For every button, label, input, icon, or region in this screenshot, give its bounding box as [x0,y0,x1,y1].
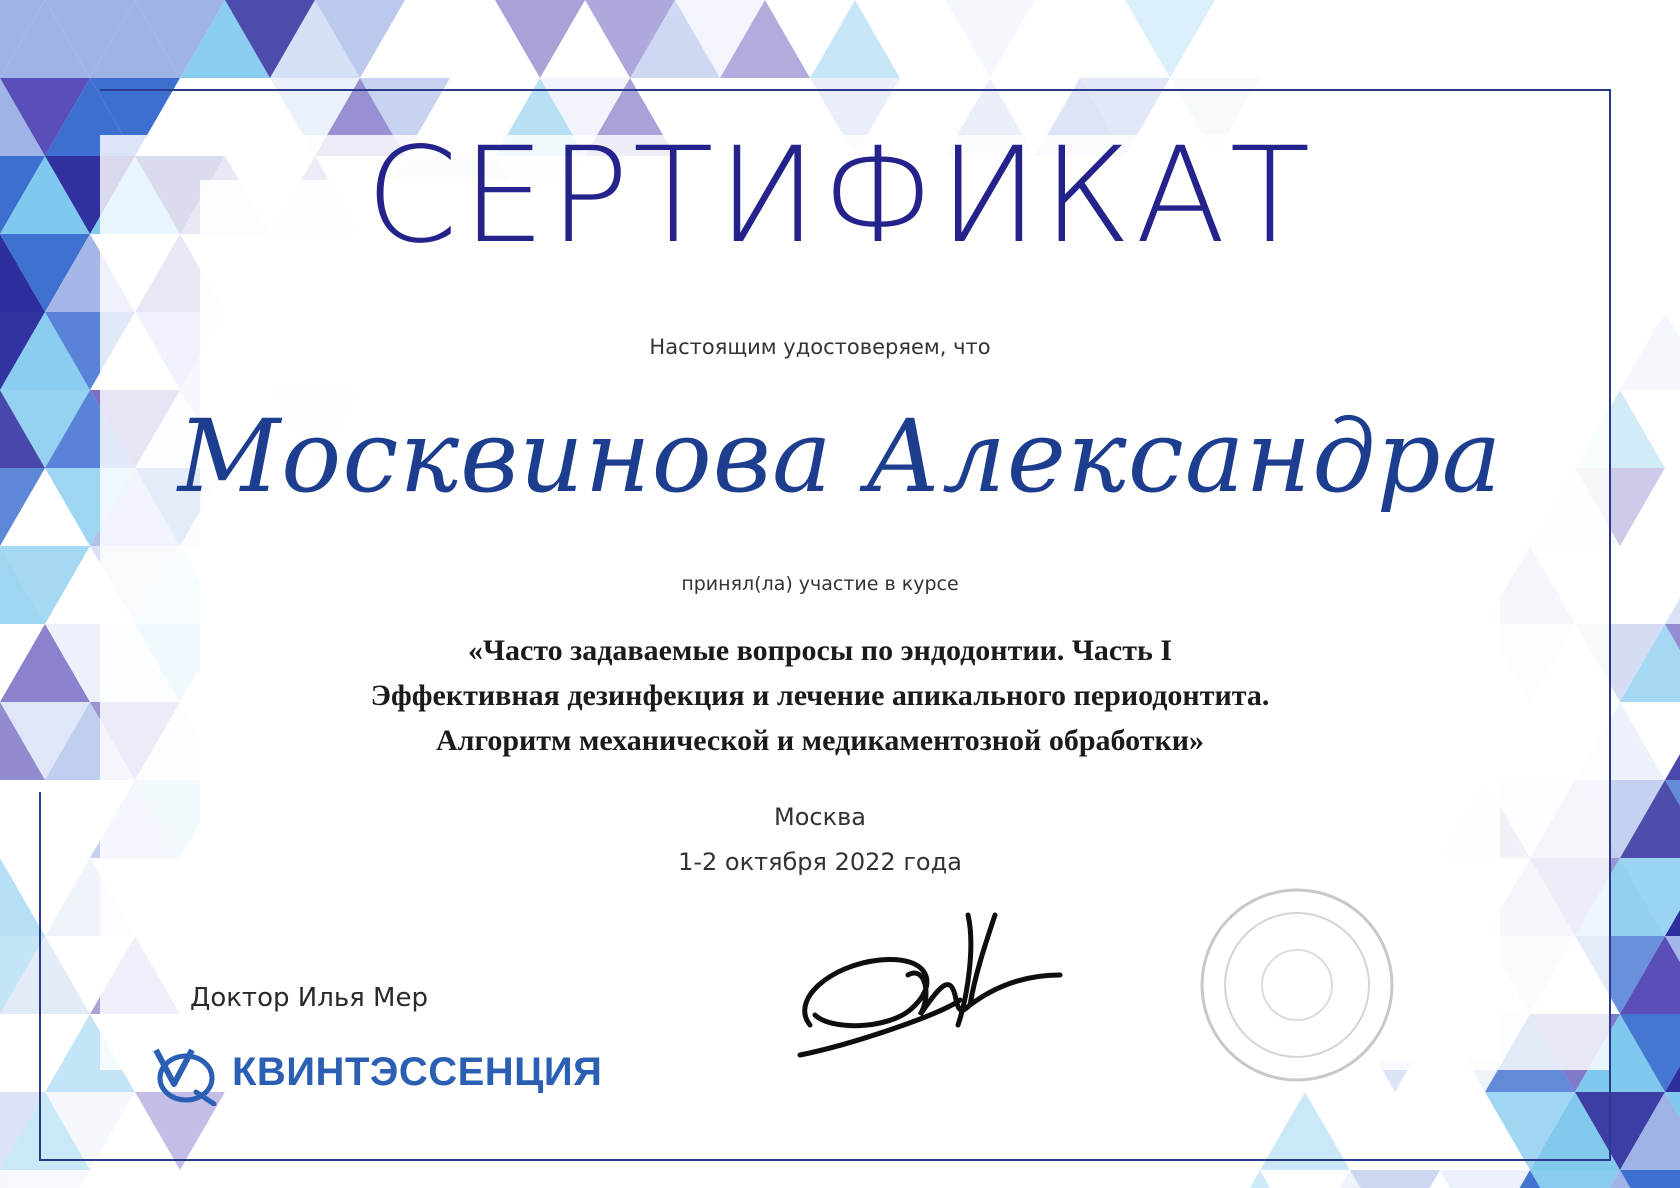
background-triangle [1440,1170,1530,1188]
background-triangle [1260,1092,1350,1170]
logo-text: КВИНТЭССЕНЦИЯ [232,1050,603,1094]
signature-icon [790,905,1090,1070]
background-triangle [495,0,585,78]
background-triangle [1620,1170,1680,1188]
background-triangle [1665,546,1680,624]
doctor-name: Доктор Илья Мер [190,983,428,1013]
background-triangle [1125,0,1215,78]
background-triangle [1530,1170,1620,1188]
course-line: Алгоритм механической и медикаментозной обработки» [435,724,1205,757]
background-triangle [1665,702,1680,780]
background-triangle [810,0,900,78]
certificate-title: СЕРТИФИКАТ [365,119,1315,273]
background-triangle [1215,1170,1305,1188]
recipient-name: Москвинова Александра [177,398,1503,515]
participation-text: принял(ла) участие в курсе [681,573,959,595]
background-triangle [945,0,1035,78]
background-triangle [1350,1170,1440,1188]
course-line: Эффективная дезинфекция и лечение апикального периодонтита. [370,679,1270,712]
date: 1-2 октября 2022 года [678,848,962,876]
quintessence-logo-icon [152,1044,222,1106]
stamp-seal-icon [1192,880,1402,1090]
background-triangle [0,1170,90,1188]
course-title [0,628,1640,763]
city: Москва [774,803,866,831]
intro-text: Настоящим удостоверяем, что [649,335,991,359]
course-line: «Часто задаваемые вопросы по эндодонтии. Часть I [467,634,1173,667]
